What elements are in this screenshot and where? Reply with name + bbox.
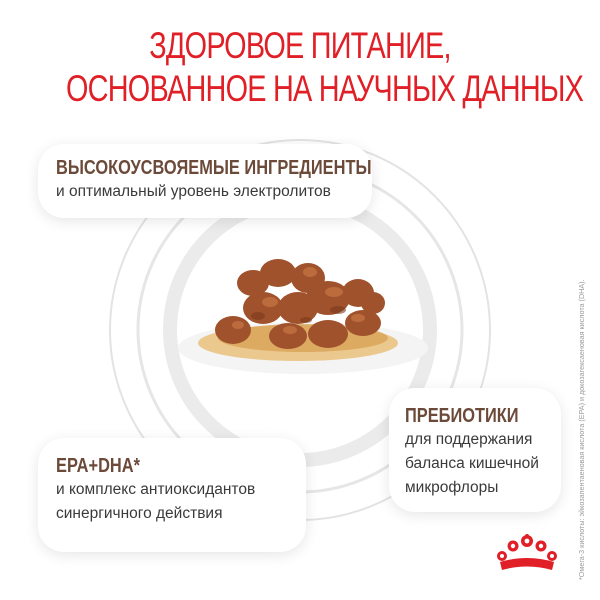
prebiotics-title: ПРЕБИОТИКИ xyxy=(405,405,519,427)
epa-dha-title: EPA+DHA* xyxy=(56,455,140,477)
page-headline xyxy=(66,24,584,110)
feature-card-epa-dha xyxy=(38,438,306,552)
footnote-text: *Омега-3 кислоты: эйкозапентаеновая кислота (EPA) и докозагексаеновая кислота (DHA). xyxy=(577,279,586,580)
feature-card-ingredients xyxy=(38,144,372,218)
food-plate-icon xyxy=(178,238,428,378)
feature-card-prebiotics xyxy=(389,388,561,512)
prebiotics-text-line-2: баланса кишечной xyxy=(405,455,539,472)
epa-dha-text-line-2: синергичного действия xyxy=(56,505,223,522)
ingredients-text: и оптимальный уровень электролитов xyxy=(56,183,331,200)
footnote xyxy=(576,60,590,580)
ingredients-title: ВЫСОКОУСВОЯЕМЫЕ ИНГРЕДИЕНТЫ xyxy=(56,157,372,179)
royal-crown-logo-icon xyxy=(496,534,558,574)
epa-dha-text-line-1: и комплекс антиоксидантов xyxy=(56,481,256,498)
headline-line-2: ОСНОВАННОЕ НА НАУЧНЫХ ДАННЫХ xyxy=(66,68,584,109)
headline-line-1: ЗДОРОВОЕ ПИТАНИЕ, xyxy=(149,25,451,66)
prebiotics-text-line-3: микрофлоры xyxy=(405,479,499,496)
prebiotics-text-line-1: для поддержания xyxy=(405,431,533,448)
